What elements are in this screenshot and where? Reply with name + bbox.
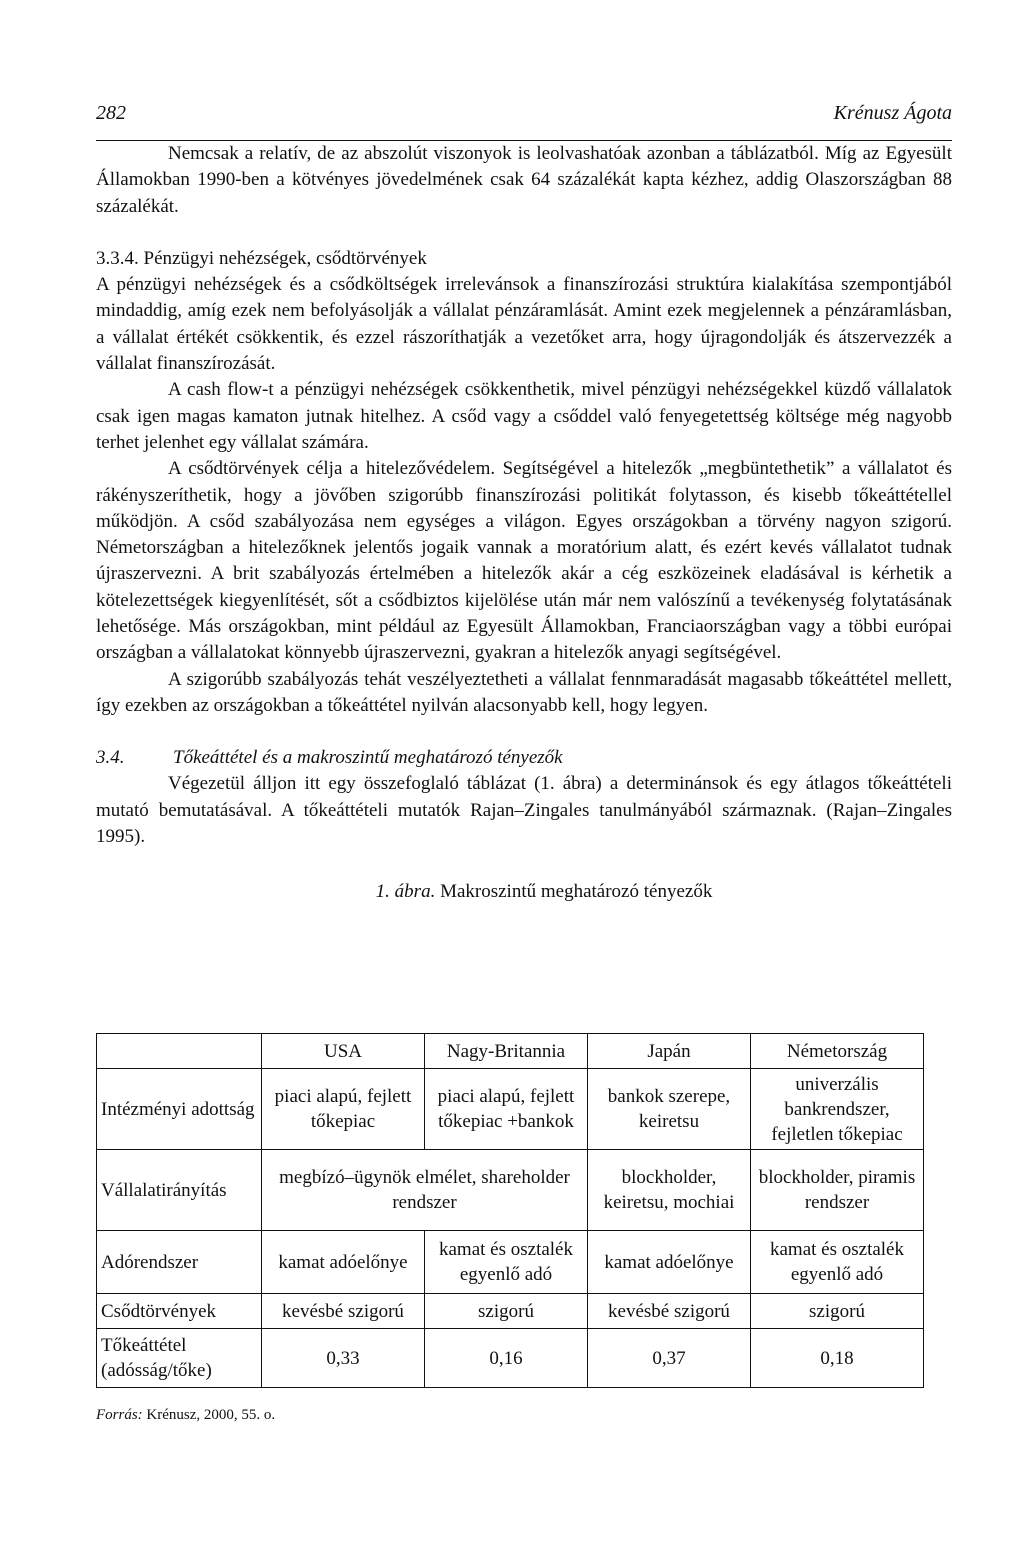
section-34-paragraph: Végezetül álljon itt egy összefoglaló táblázat (1. ábra) a determinánsok és egy átlagos tőkeáttételi mutató bemutatásával. A tőkeáttételi mutatók Rajan–Zingales tanulmányából származnak. (Rajan–Zingales 1995). <box>96 773 952 847</box>
cell-csodtorvenyek-germany: szigorú <box>751 1294 924 1329</box>
cell-adorendszer-germany: kamat és osztalék egyenlő adó <box>751 1231 924 1294</box>
determinants-table <box>96 1033 924 1388</box>
table-row <box>97 1069 924 1150</box>
cell-tokeattetel-uk: 0,16 <box>425 1329 588 1388</box>
figure-label: 1. ábra. <box>375 881 436 903</box>
column-header-germany: Németország <box>751 1034 924 1069</box>
running-header <box>96 100 952 141</box>
section-34-heading <box>96 745 952 771</box>
source-label: Forrás: <box>96 1407 143 1423</box>
table-row <box>97 1150 924 1231</box>
cell-intezmenyi-japan: bankok szerepe, keiretsu <box>588 1069 751 1150</box>
section-334-paragraph-4: A szigorúbb szabályozás tehát veszélyeztetheti a vállalat fennmaradását magasabb tőkeáttétel mellett, így ezekben az országokban a tőkeáttétel nyilván alacsonyabb kell, hogy legyen. <box>96 668 952 716</box>
cell-csodtorvenyek-uk: szigorú <box>425 1294 588 1329</box>
cell-vallalatiranyitas-germany: blockholder, piramis rendszer <box>751 1150 924 1231</box>
cell-csodtorvenyek-usa: kevésbé szigorú <box>262 1294 425 1329</box>
cell-vallalatiranyitas-japan: blockholder, keiretsu, mochiai <box>588 1150 751 1231</box>
section-334-paragraph-2: A cash flow-t a pénzügyi nehézségek csökkenthetik, mivel pénzügyi nehézségekkel küzdő vállalatok csak igen magas kamaton jutnak hitelhez. A csőd vagy a csőddel való fenyegetettség költsége még nagyobb terhet jelenhet egy vállalat számára. <box>96 379 952 453</box>
section-34-title: Tőkeáttétel és a makroszintű meghatározó tényezők <box>173 747 563 769</box>
cell-adorendszer-japan: kamat adóelőnye <box>588 1231 751 1294</box>
table-corner-cell <box>97 1034 262 1069</box>
intro-paragraph: Nemcsak a relatív, de az abszolút viszonyok is leolvashatóak azonban a táblázatból. Míg az Egyesült Államokban 1990-ben a kötvényes jövedelmének csak 64 százalékát kapta kézhez, addig Olaszországban 88 százalékát. <box>96 143 952 217</box>
cell-adorendszer-usa: kamat adóelőnye <box>262 1231 425 1294</box>
row-header-vallalatiranyitas: Vállalatirányítás <box>97 1150 262 1231</box>
section-334-paragraph-3: A csődtörvények célja a hitelezővédelem. Segítségével a hitelezők „megbüntethetik” a vállalatot és rákényszeríthetik, hogy a jövőben szigorúbb finanszírozási politikát folytasson, és kisebb tőkeáttétellel működjön. A csőd szabályozása nem egységes a világon. Egyes országokban a törvény nagyon szigorú. Németországban a hitelezőknek jelentős jogaik vannak a moratórium alatt, és ezért kevés vállalatot tudnak újraszervezni. A brit szabályozás értelmében a hitelezők akár a cég eszközeinek eladásával is kérhetik a kötelezettségek kiegyenlítését, sőt a csődbiztos kijelölése után már nem valószínű a tevékenység folytatásának lehetősége. Más országokban, mint például az Egyesült Államokban, Franciaországban vagy a többi európai országban a vállalatokat könnyebb újraszervezni, gyakran a hitelezők anyagi segítségével. <box>96 458 952 664</box>
page <box>96 100 952 905</box>
cell-vallalatiranyitas-usa-uk: megbízó–ügynök elmélet, shareholder rendszer <box>262 1150 588 1231</box>
table-row <box>97 1231 924 1294</box>
section-34-number: 3.4. <box>96 747 125 769</box>
running-author: Krénusz Ágota <box>833 102 952 124</box>
figure-caption <box>136 879 952 905</box>
section-334-heading: 3.3.4. Pénzügyi nehézségek, csődtörvények <box>96 247 427 269</box>
cell-intezmenyi-uk: piaci alapú, fejlett tőkepiac +bankok <box>425 1069 588 1150</box>
cell-adorendszer-uk: kamat és osztalék egyenlő adó <box>425 1231 588 1294</box>
cell-csodtorvenyek-japan: kevésbé szigorú <box>588 1294 751 1329</box>
table-header-row <box>97 1034 924 1069</box>
cell-tokeattetel-usa: 0,33 <box>262 1329 425 1388</box>
column-header-uk: Nagy-Britannia <box>425 1034 588 1069</box>
page-number: 282 <box>96 102 126 124</box>
cell-tokeattetel-japan: 0,37 <box>588 1329 751 1388</box>
table-row <box>97 1294 924 1329</box>
figure-title: Makroszintű meghatározó tényezők <box>440 881 713 903</box>
table-source-note <box>96 1407 275 1424</box>
row-header-csodtorvenyek: Csődtörvények <box>97 1294 262 1329</box>
cell-intezmenyi-germany: univerzális bankrendszer, fejletlen tőkepiac <box>751 1069 924 1150</box>
row-header-intezmenyi: Intézményi adottság <box>97 1069 262 1150</box>
column-header-japan: Japán <box>588 1034 751 1069</box>
cell-tokeattetel-germany: 0,18 <box>751 1329 924 1388</box>
table-row <box>97 1329 924 1388</box>
cell-intezmenyi-usa: piaci alapú, fejlett tőkepiac <box>262 1069 425 1150</box>
row-header-tokeattetel: Tőkeáttétel (adósság/tőke) <box>97 1329 262 1388</box>
column-header-usa: USA <box>262 1034 425 1069</box>
row-header-adorendszer: Adórendszer <box>97 1231 262 1294</box>
section-334-paragraph-1: A pénzügyi nehézségek és a csődköltségek irrelevánsok a finanszírozási struktúra kialakítása szempontjából mindaddig, amíg ezek nem befolyásolják a vállalat pénzáramlását. Amint ezek megjelennek a pénzáramlásban, a vállalat értékét csökkentik, és ezzel rászoríthatják a vezetőket arra, hogy újragondolják és átszervezzék a vállalat finanszírozását. <box>96 274 952 375</box>
source-text: Krénusz, 2000, 55. o. <box>146 1407 276 1423</box>
